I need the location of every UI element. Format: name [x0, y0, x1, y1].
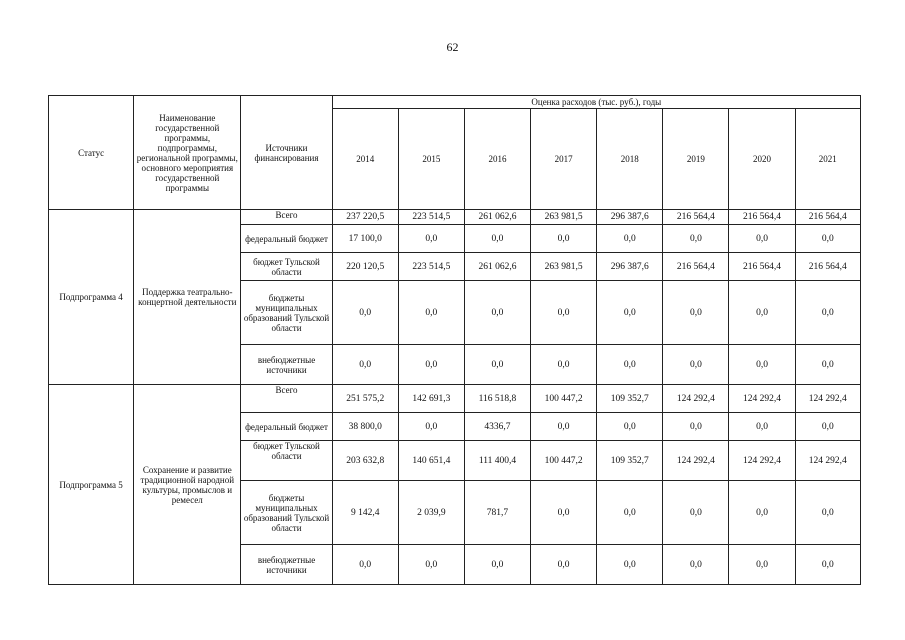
header-year: 2020 — [729, 109, 795, 210]
header-name: Наименование государственной программы, подпрограммы, региональной программы, основного мероприятия государственной программы — [134, 96, 241, 210]
value-cell: 0,0 — [597, 281, 663, 345]
value-cell: 0,0 — [597, 481, 663, 545]
value-cell: 0,0 — [795, 481, 860, 545]
value-cell: 781,7 — [464, 481, 530, 545]
source-cell: бюджеты муниципальных образований Тульской области — [241, 281, 332, 345]
table-body — [49, 210, 861, 585]
value-cell: 0,0 — [398, 225, 464, 253]
value-cell: 0,0 — [531, 345, 597, 385]
value-cell: 0,0 — [729, 545, 795, 585]
value-cell: 0,0 — [597, 225, 663, 253]
value-cell: 124 292,4 — [795, 385, 860, 413]
source-cell: федеральный бюджет — [241, 413, 332, 441]
value-cell: 116 518,8 — [464, 385, 530, 413]
value-cell: 124 292,4 — [663, 441, 729, 481]
value-cell: 0,0 — [597, 545, 663, 585]
page-number: 62 — [446, 40, 459, 54]
header-sources: Источники финансирования — [241, 96, 332, 210]
value-cell: 140 651,4 — [398, 441, 464, 481]
value-cell: 0,0 — [729, 225, 795, 253]
value-cell: 0,0 — [398, 545, 464, 585]
value-cell: 0,0 — [795, 413, 860, 441]
value-cell: 0,0 — [663, 545, 729, 585]
value-cell: 216 564,4 — [795, 253, 860, 281]
value-cell: 216 564,4 — [795, 210, 860, 225]
header-year: 2018 — [597, 109, 663, 210]
value-cell: 216 564,4 — [663, 210, 729, 225]
value-cell: 0,0 — [795, 281, 860, 345]
value-cell: 261 062,6 — [464, 253, 530, 281]
value-cell: 0,0 — [663, 481, 729, 545]
source-cell: бюджет Тульской области — [241, 441, 332, 481]
header-year: 2019 — [663, 109, 729, 210]
value-cell: 296 387,6 — [597, 210, 663, 225]
value-cell: 0,0 — [332, 281, 398, 345]
value-cell: 124 292,4 — [729, 385, 795, 413]
value-cell: 0,0 — [795, 345, 860, 385]
value-cell: 0,0 — [332, 545, 398, 585]
value-cell: 216 564,4 — [729, 253, 795, 281]
value-cell: 0,0 — [663, 281, 729, 345]
value-cell: 124 292,4 — [663, 385, 729, 413]
value-cell: 124 292,4 — [729, 441, 795, 481]
value-cell: 124 292,4 — [795, 441, 860, 481]
value-cell: 0,0 — [663, 413, 729, 441]
value-cell: 111 400,4 — [464, 441, 530, 481]
value-cell: 0,0 — [332, 345, 398, 385]
table-row — [49, 210, 861, 225]
value-cell: 0,0 — [597, 413, 663, 441]
table-row — [49, 385, 861, 413]
value-cell: 0,0 — [464, 281, 530, 345]
source-cell: бюджеты муниципальных образований Тульской области — [241, 481, 332, 545]
header-year: 2015 — [398, 109, 464, 210]
value-cell: 0,0 — [729, 413, 795, 441]
value-cell: 0,0 — [795, 225, 860, 253]
value-cell: 0,0 — [398, 345, 464, 385]
status-cell: Подпрограмма 4 — [49, 210, 134, 385]
value-cell: 0,0 — [464, 345, 530, 385]
source-cell: федеральный бюджет — [241, 225, 332, 253]
value-cell: 142 691,3 — [398, 385, 464, 413]
value-cell: 251 575,2 — [332, 385, 398, 413]
header-status: Статус — [49, 96, 134, 210]
value-cell: 4336,7 — [464, 413, 530, 441]
value-cell: 203 632,8 — [332, 441, 398, 481]
value-cell: 109 352,7 — [597, 385, 663, 413]
value-cell: 220 120,5 — [332, 253, 398, 281]
value-cell: 0,0 — [531, 413, 597, 441]
value-cell: 0,0 — [531, 545, 597, 585]
source-cell: Всего — [241, 385, 332, 413]
value-cell: 0,0 — [729, 281, 795, 345]
value-cell: 0,0 — [398, 413, 464, 441]
value-cell: 100 447,2 — [531, 385, 597, 413]
value-cell: 109 352,7 — [597, 441, 663, 481]
status-cell: Подпрограмма 5 — [49, 385, 134, 585]
program-name-cell: Сохранение и развитие традиционной народной культуры, промыслов и ремесел — [134, 385, 241, 585]
value-cell: 223 514,5 — [398, 210, 464, 225]
value-cell: 216 564,4 — [663, 253, 729, 281]
value-cell: 100 447,2 — [531, 441, 597, 481]
value-cell: 0,0 — [597, 345, 663, 385]
header-year: 2016 — [464, 109, 530, 210]
value-cell: 9 142,4 — [332, 481, 398, 545]
value-cell: 0,0 — [795, 545, 860, 585]
table-header — [49, 96, 861, 210]
source-cell: бюджет Тульской области — [241, 253, 332, 281]
expense-table — [48, 95, 861, 585]
value-cell: 0,0 — [663, 225, 729, 253]
header-year: 2014 — [332, 109, 398, 210]
value-cell: 0,0 — [729, 481, 795, 545]
value-cell: 0,0 — [531, 225, 597, 253]
value-cell: 2 039,9 — [398, 481, 464, 545]
value-cell: 0,0 — [531, 281, 597, 345]
value-cell: 216 564,4 — [729, 210, 795, 225]
value-cell: 0,0 — [663, 345, 729, 385]
source-cell: внебюджетные источники — [241, 545, 332, 585]
program-name-cell: Поддержка театрально-концертной деятельности — [134, 210, 241, 385]
value-cell: 263 981,5 — [531, 210, 597, 225]
value-cell: 296 387,6 — [597, 253, 663, 281]
value-cell: 0,0 — [464, 545, 530, 585]
header-year: 2021 — [795, 109, 860, 210]
value-cell: 38 800,0 — [332, 413, 398, 441]
value-cell: 17 100,0 — [332, 225, 398, 253]
header-year: 2017 — [531, 109, 597, 210]
value-cell: 0,0 — [729, 345, 795, 385]
value-cell: 0,0 — [464, 225, 530, 253]
value-cell: 223 514,5 — [398, 253, 464, 281]
value-cell: 0,0 — [531, 481, 597, 545]
source-cell: внебюджетные источники — [241, 345, 332, 385]
header-estimate: Оценка расходов (тыс. руб.), годы — [332, 96, 860, 109]
value-cell: 237 220,5 — [332, 210, 398, 225]
value-cell: 0,0 — [398, 281, 464, 345]
source-cell: Всего — [241, 210, 332, 225]
value-cell: 261 062,6 — [464, 210, 530, 225]
value-cell: 263 981,5 — [531, 253, 597, 281]
